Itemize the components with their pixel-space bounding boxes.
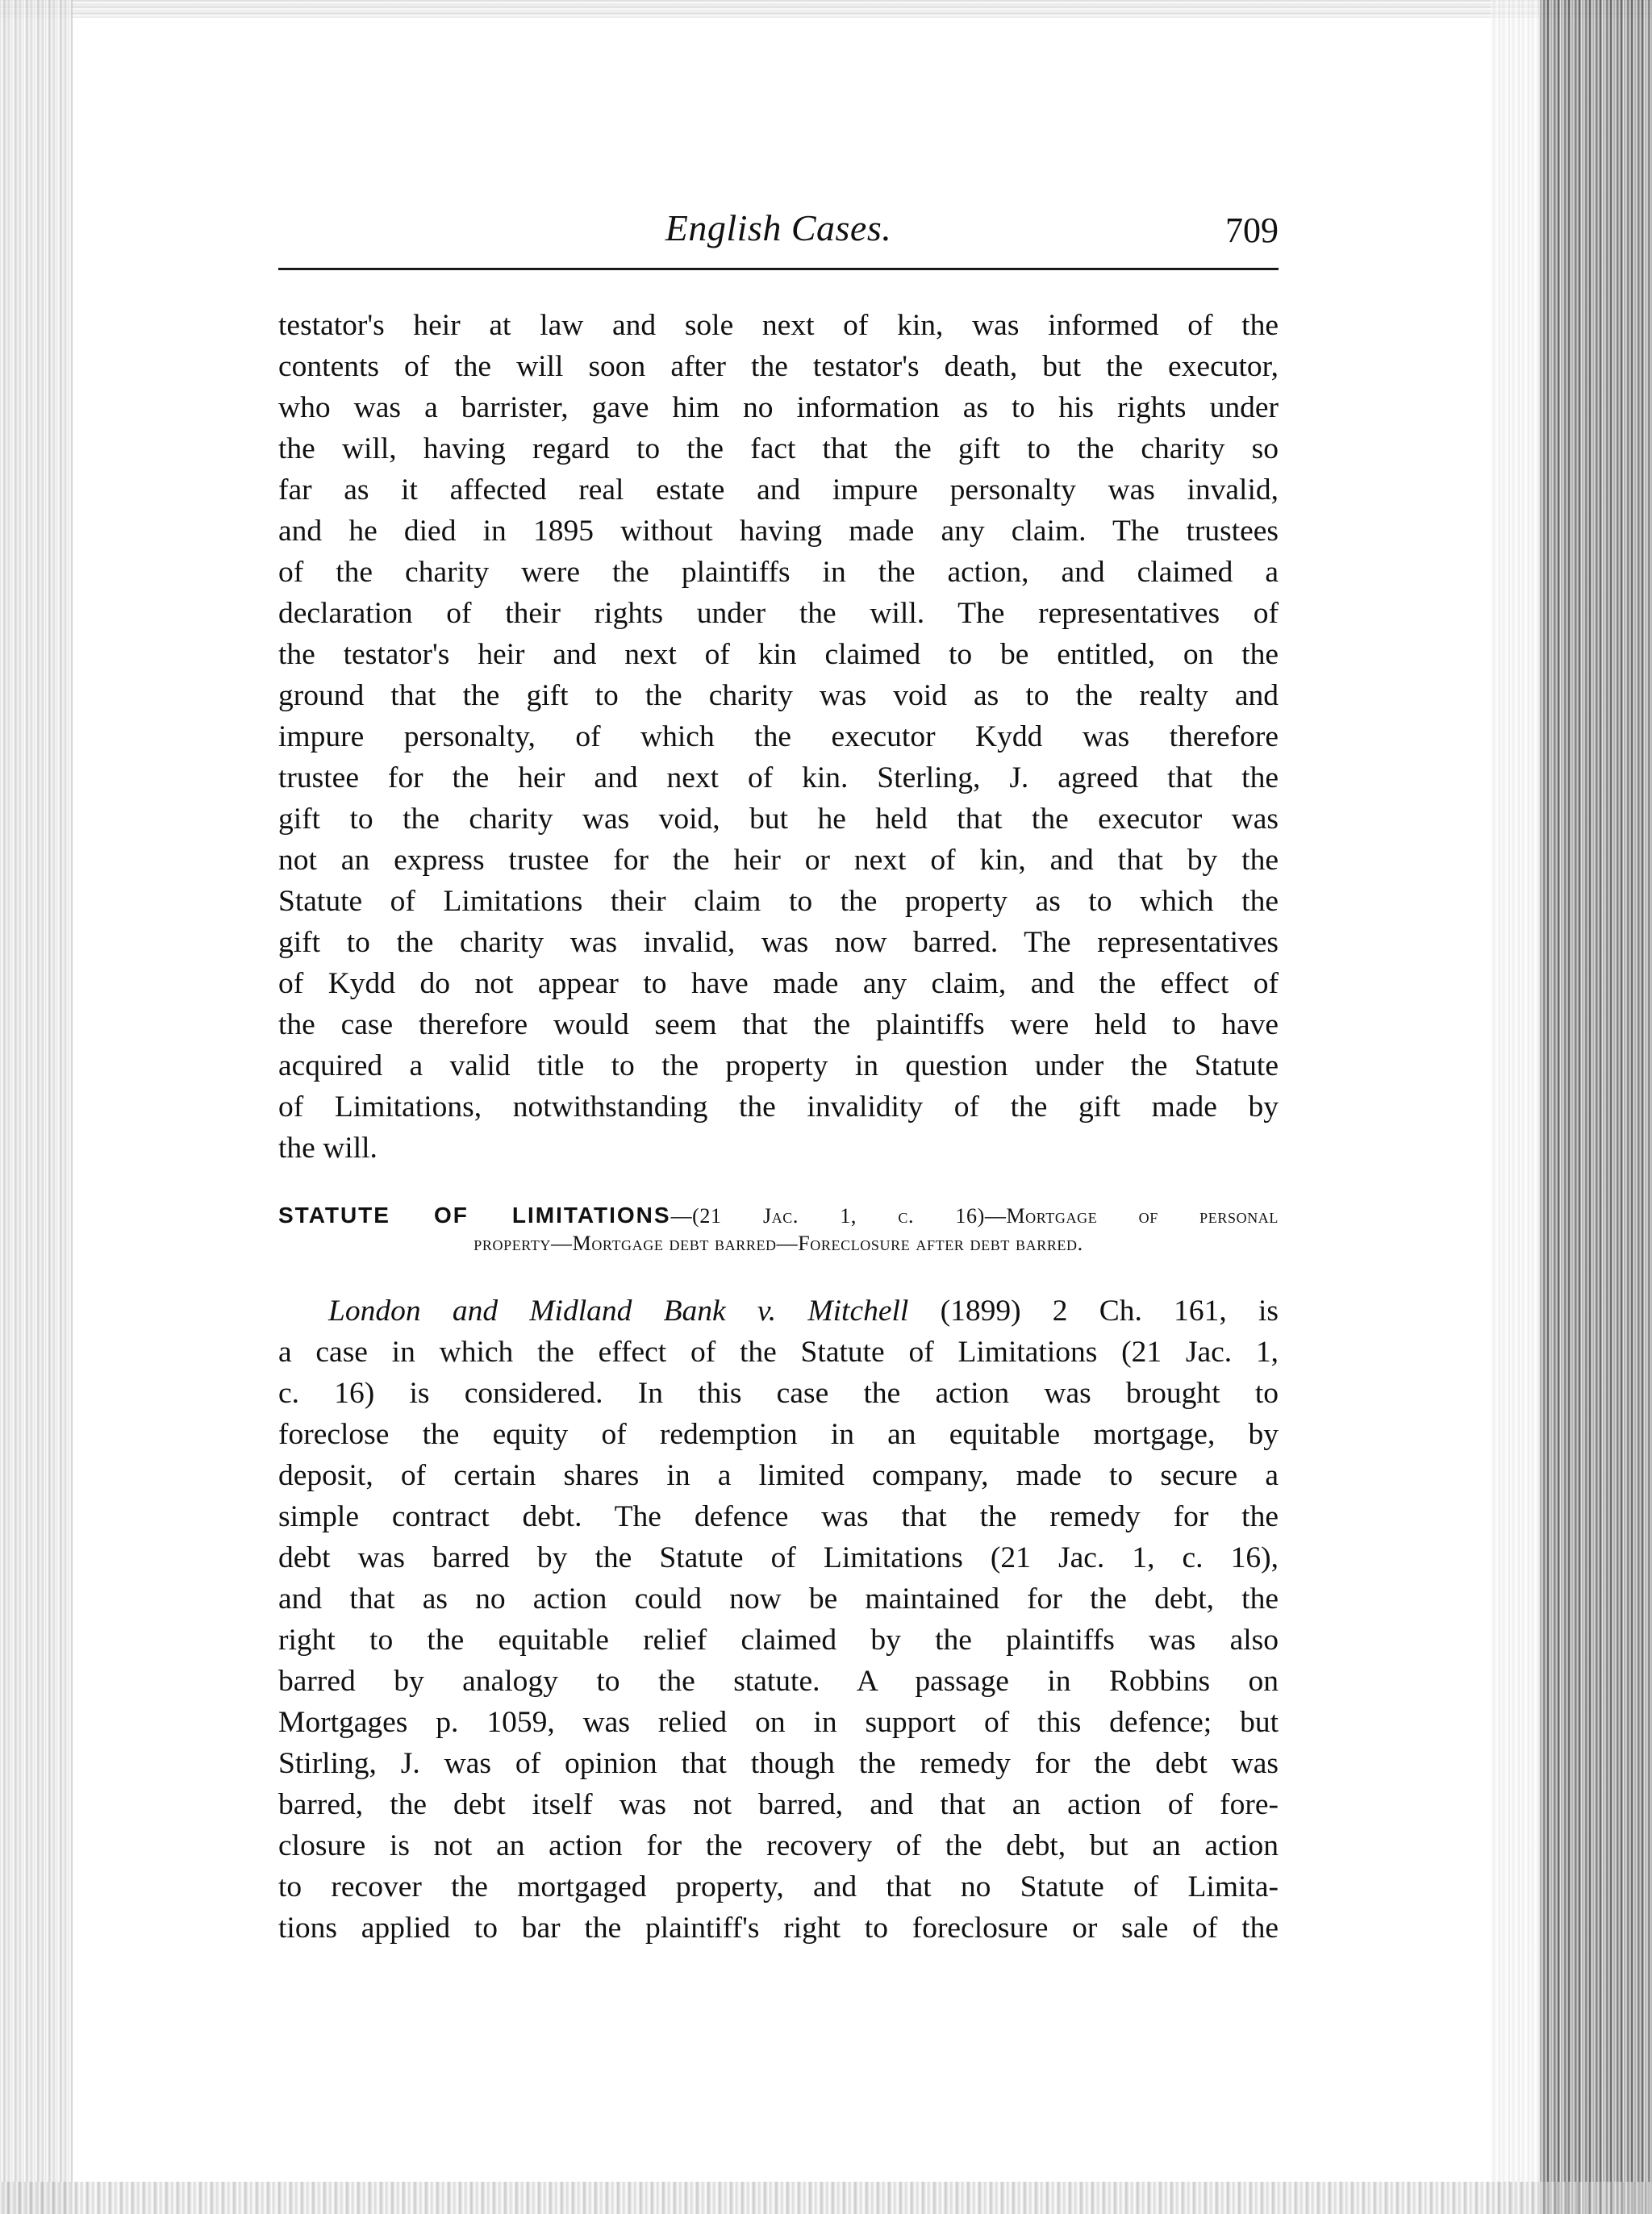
scan-edge-right (1539, 0, 1652, 2214)
text-line: gift to the charity was invalid, was now barred. The representatives (278, 926, 1279, 959)
text-line: c. 16) is considered. In this case the action was brought to (278, 1377, 1279, 1410)
text-line-first (278, 1290, 1279, 1332)
text-line: declaration of their rights under the will. The representatives of (278, 597, 1279, 630)
text-line: contents of the will soon after the testator's death, but the executor, (278, 350, 1279, 383)
text-line: Stirling, J. was of opinion that though the remedy for the debt was (278, 1747, 1279, 1780)
text-line: the testator's heir and next of kin claimed to be entitled, on the (278, 638, 1279, 671)
text-line: foreclose the equity of redemption in an equitable mortgage, by (278, 1418, 1279, 1451)
text-line: testator's heir at law and sole next of kin, was informed of the (278, 309, 1279, 342)
case-citation: (1899) 2 Ch. 161, is (940, 1295, 1279, 1328)
text-line: of Limitations, notwithstanding the invalidity of the gift made by (278, 1090, 1279, 1124)
text-line: deposit, of certain shares in a limited company, made to secure a (278, 1459, 1279, 1492)
text-line: acquired a valid title to the property in question under the Statute (278, 1049, 1279, 1082)
page-header (278, 202, 1279, 266)
text-line: of the charity were the plaintiffs in the action, and claimed a (278, 556, 1279, 589)
text-line: not an express trustee for the heir or next of kin, and that by the (278, 844, 1279, 877)
section-heading-subtitle: —(21 Jac. 1, c. 16)—Mortgage of personal (670, 1204, 1279, 1228)
scan-edge-right-inner (1491, 0, 1539, 2214)
text-line: debt was barred by the Statute of Limitations (21 Jac. 1, c. 16), (278, 1541, 1279, 1574)
text-line: and that as no action could now be maintained for the debt, the (278, 1582, 1279, 1616)
case-name: London and Midland Bank v. Mitchell (328, 1295, 909, 1328)
text-line: closure is not an action for the recovery of the debt, but an action (278, 1829, 1279, 1862)
text-line: the case therefore would seem that the plaintiffs were held to have (278, 1008, 1279, 1041)
scan-edge-left (0, 0, 73, 2214)
section-heading (278, 1202, 1279, 1257)
text-line: a case in which the effect of the Statute of Limitations (21 Jac. 1, (278, 1336, 1279, 1369)
text-line: the will. (278, 1132, 378, 1165)
text-line: and he died in 1895 without having made any claim. The trustees (278, 515, 1279, 548)
running-title: English Cases. (665, 207, 892, 248)
section-heading-line-1 (278, 1202, 1279, 1230)
text-line: the will, having regard to the fact that the gift to the charity so (278, 432, 1279, 465)
page-number: 709 (1225, 211, 1279, 250)
text-line: trustee for the heir and next of kin. Sterling, J. agreed that the (278, 761, 1279, 794)
text-line: far as it affected real estate and impure personalty was invalid, (278, 473, 1279, 507)
scan-edge-top (0, 0, 1652, 18)
text-line: to recover the mortgaged property, and that no Statute of Limita- (278, 1870, 1279, 1903)
text-line: simple contract debt. The defence was that the remedy for the (278, 1500, 1279, 1533)
text-line: who was a barrister, gave him no information as to his rights under (278, 391, 1279, 424)
paragraph-2 (278, 1290, 1279, 1949)
text-line: right to the equitable relief claimed by the plaintiffs was also (278, 1624, 1279, 1657)
text-line: ground that the gift to the charity was void as to the realty and (278, 679, 1279, 712)
paragraph-1 (278, 305, 1279, 1169)
header-rule (278, 268, 1279, 270)
text-line: gift to the charity was void, but he held that the executor was (278, 803, 1279, 836)
text-line: barred, the debt itself was not barred, and that an action of fore- (278, 1788, 1279, 1821)
text-line: tions applied to bar the plaintiff's right to foreclosure or sale of the (278, 1912, 1279, 1945)
scan-edge-bottom (0, 2182, 1652, 2214)
text-line: of Kydd do not appear to have made any claim, and the effect of (278, 967, 1279, 1000)
section-heading-lead: STATUTE OF LIMITATIONS (278, 1203, 671, 1228)
text-line: Mortgages p. 1059, was relied on in support of this defence; but (278, 1706, 1279, 1739)
section-heading-line-2: property—Mortgage debt barred—Foreclosure after debt barred. (473, 1232, 1083, 1255)
text-line: Statute of Limitations their claim to the property as to which the (278, 885, 1279, 918)
text-line: barred by analogy to the statute. A passage in Robbins on (278, 1665, 1279, 1698)
text-line: impure personalty, of which the executor Kydd was therefore (278, 720, 1279, 753)
